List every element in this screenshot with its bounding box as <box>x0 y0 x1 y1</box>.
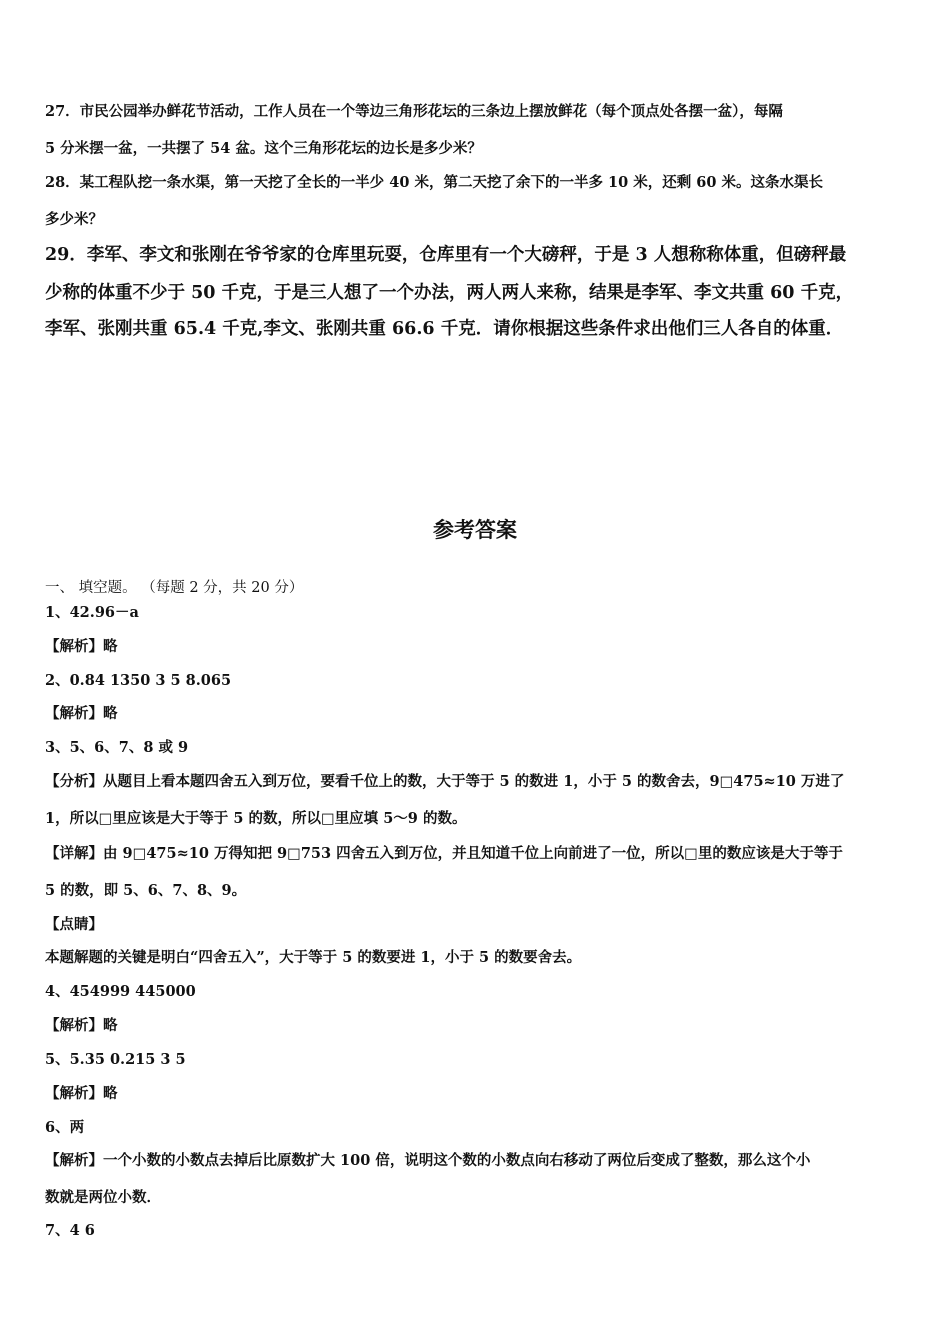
answer-line: 【解析】略 <box>45 1017 118 1034</box>
answers-section-heading: 一、 填空题。 （每题 2 分，共 20 分） <box>45 580 304 596</box>
answer-line: 【分析】从题目上看本题四舍五入到万位，要看千位上的数，大于等于 5 的数进 1，小于 5 的数舍去，9□475≈10 万进了 <box>45 773 845 790</box>
answer-line: 【详解】由 9□475≈10 万得知把 9□753 四舍五入到万位，并且知道千位上向前进了一位，所以□里的数应该是大于等于 <box>45 845 843 862</box>
question-29-line-3: 李军、张刚共重 65.4 千克,李文、张刚共重 66.6 千克．请你根据这些条件求出他们三人各自的体重． <box>45 319 844 339</box>
answer-line: 6、两 <box>45 1119 85 1136</box>
question-29-line-1: 29．李军、李文和张刚在爷爷家的仓库里玩耍，仓库里有一个大磅秤，于是 3 人想称称体重，但磅秤最 <box>45 245 847 265</box>
answer-line: 【点睛】 <box>45 916 103 933</box>
answer-line: 1、42.96－a <box>45 604 139 621</box>
answer-line: 1，所以□里应该是大于等于 5 的数，所以□里应填 5～9 的数。 <box>45 810 467 827</box>
answer-line: 【解析】略 <box>45 1085 118 1102</box>
answer-line: 5、5.35 0.215 3 5 <box>45 1051 186 1068</box>
question-27-line-2: 5 分米摆一盆，一共摆了 54 盆。这个三角形花坛的边长是多少米？ <box>45 140 482 157</box>
answer-line: 数就是两位小数． <box>45 1189 161 1206</box>
answer-line: 5 的数，即 5、6、7、8、9。 <box>45 882 247 899</box>
answer-line: 【解析】略 <box>45 705 118 722</box>
answers-title: 参考答案 <box>433 517 517 542</box>
question-29-line-2: 少称的体重不少于 50 千克，于是三人想了一个办法，两人两人来称，结果是李军、李文共重 60 千克， <box>45 283 854 303</box>
answer-line: 2、0.84 1350 3 5 8.065 <box>45 672 232 689</box>
answer-line: 【解析】一个小数的小数点去掉后比原数扩大 100 倍，说明这个数的小数点向右移动了两位后变成了整数，那么这个小 <box>45 1152 811 1169</box>
question-28-line-1: 28．某工程队挖一条水渠，第一天挖了全长的一半少 40 米，第二天挖了余下的一半多 10 米，还剩 60 米。这条水渠长 <box>45 174 823 191</box>
answer-line: 4、454999 445000 <box>45 983 196 1000</box>
answer-line: 7、4 6 <box>45 1222 95 1239</box>
answer-line: 3、5、6、7、8 或 9 <box>45 739 189 756</box>
answer-line: 【解析】略 <box>45 638 118 655</box>
answer-line: 本题解题的关键是明白“四舍五入”，大于等于 5 的数要进 1，小于 5 的数要舍去。 <box>45 949 582 966</box>
question-27-line-1: 27．市民公园举办鲜花节活动，工作人员在一个等边三角形花坛的三条边上摆放鲜花（每个顶点处各摆一盆），每隔 <box>45 103 783 120</box>
question-28-line-2: 多少米？ <box>45 211 103 228</box>
